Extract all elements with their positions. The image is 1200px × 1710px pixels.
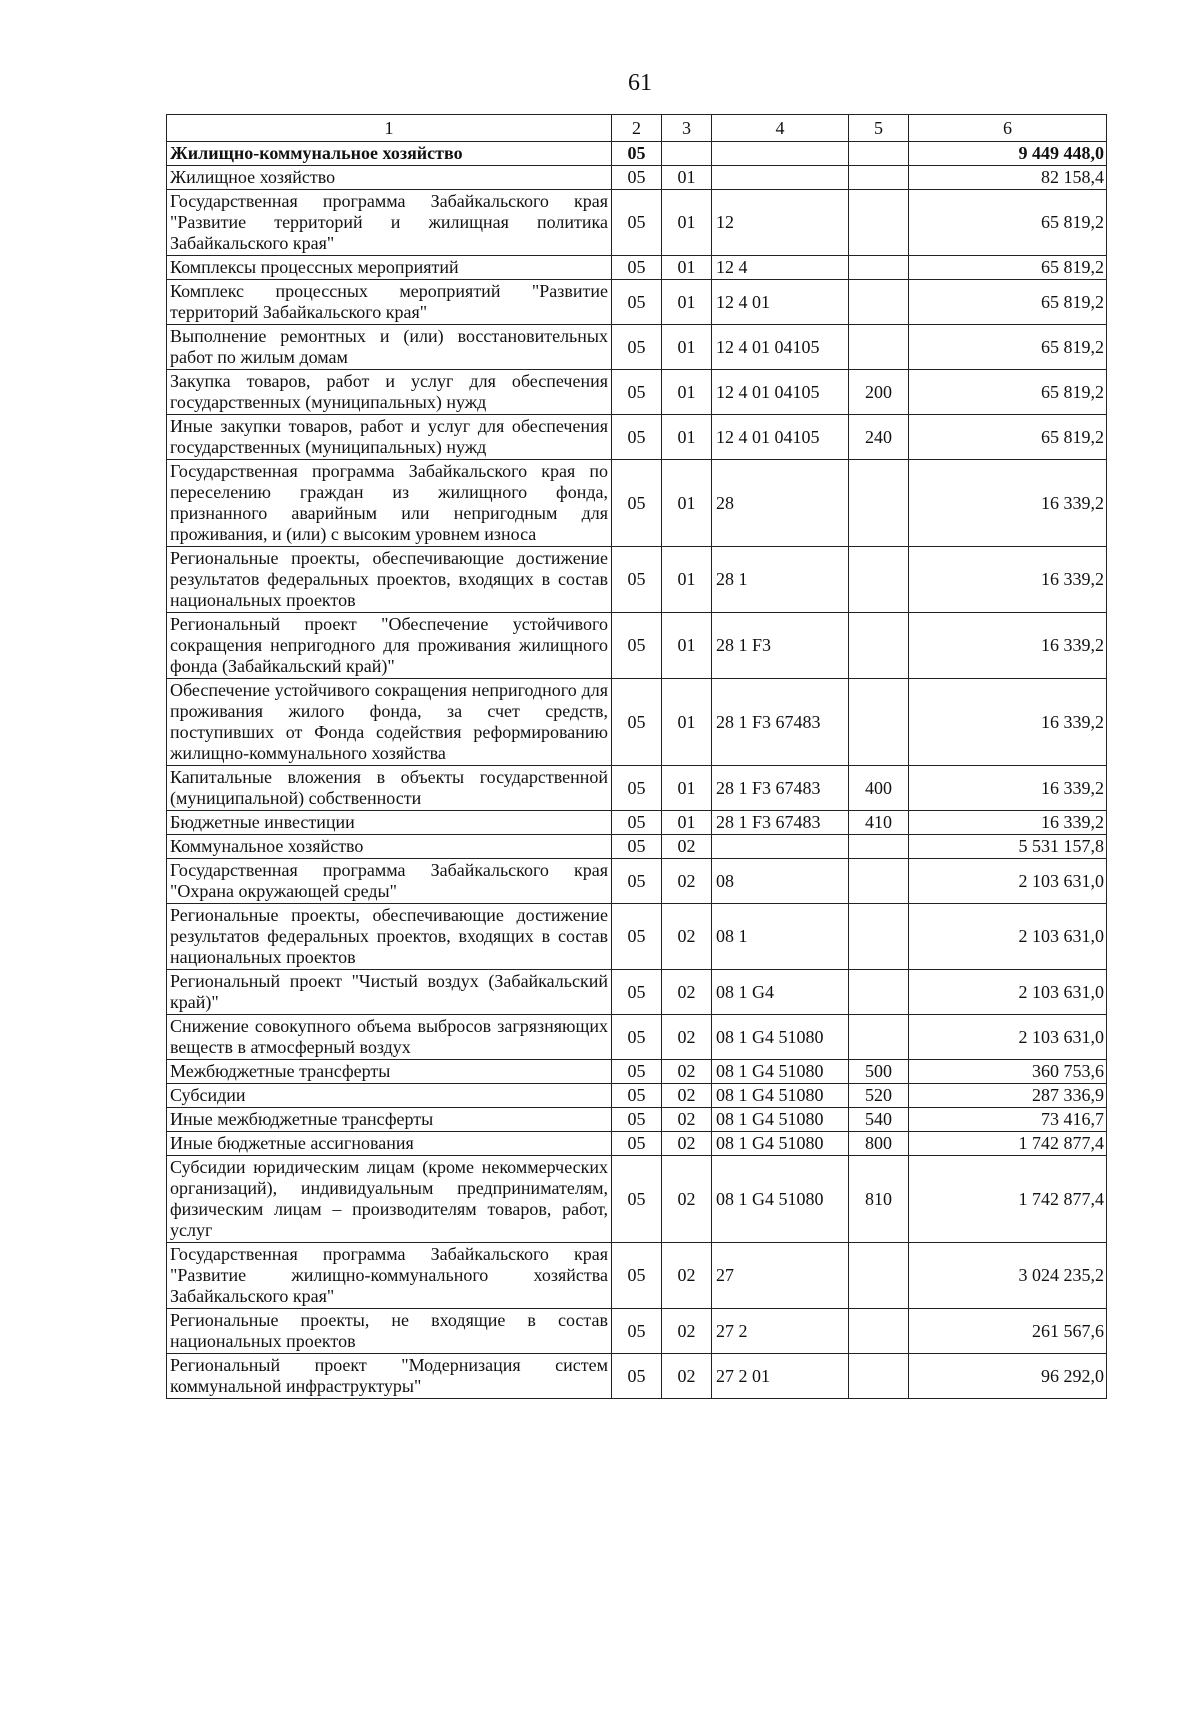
row-subsection-cell: 02 xyxy=(662,1108,712,1132)
row-section-cell: 05 xyxy=(612,904,662,970)
row-target-article-cell: 28 1 F3 67483 xyxy=(712,766,849,811)
column-header-2: 2 xyxy=(612,115,662,142)
row-name-cell: Региональный проект "Обеспечение устойчивого сокращения непригодного для проживания жилищного фонда (Забайкальский край)" xyxy=(167,613,612,679)
row-expense-type-cell xyxy=(849,280,909,325)
row-amount-cell: 2 103 631,0 xyxy=(909,859,1107,904)
row-target-article-cell: 28 1 F3 67483 xyxy=(712,679,849,766)
table-row xyxy=(167,1084,1107,1108)
row-subsection-cell: 02 xyxy=(662,1243,712,1309)
table-row xyxy=(167,166,1107,190)
row-expense-type-cell: 400 xyxy=(849,766,909,811)
row-section-cell: 05 xyxy=(612,811,662,835)
row-name-cell: Государственная программа Забайкальского края "Развитие территорий и жилищная политика Забайкальского края" xyxy=(167,190,612,256)
table-row xyxy=(167,1354,1107,1399)
row-target-article-cell: 27 2 01 xyxy=(712,1354,849,1399)
row-target-article-cell: 12 4 01 xyxy=(712,280,849,325)
row-amount-cell: 73 416,7 xyxy=(909,1108,1107,1132)
row-section-cell: 05 xyxy=(612,415,662,460)
row-amount-cell: 16 339,2 xyxy=(909,766,1107,811)
table-row xyxy=(167,256,1107,280)
row-target-article-cell xyxy=(712,142,849,166)
row-amount-cell: 5 531 157,8 xyxy=(909,835,1107,859)
row-name-cell: Региональный проект "Чистый воздух (Забайкальский край)" xyxy=(167,970,612,1015)
row-name-cell: Государственная программа Забайкальского края по переселению граждан из жилищного фонда, признанного аварийным или непригодным для проживания, и (или) с высоким уровнем износа xyxy=(167,460,612,547)
row-expense-type-cell xyxy=(849,460,909,547)
row-expense-type-cell xyxy=(849,547,909,613)
row-target-article-cell: 08 1 G4 51080 xyxy=(712,1108,849,1132)
column-header-6: 6 xyxy=(909,115,1107,142)
row-expense-type-cell xyxy=(849,904,909,970)
row-name-cell: Коммунальное хозяйство xyxy=(167,835,612,859)
table-row xyxy=(167,1015,1107,1060)
row-name-cell: Иные межбюджетные трансферты xyxy=(167,1108,612,1132)
row-target-article-cell: 12 4 01 04105 xyxy=(712,325,849,370)
column-header-5: 5 xyxy=(849,115,909,142)
row-section-cell: 05 xyxy=(612,1243,662,1309)
row-amount-cell: 1 742 877,4 xyxy=(909,1132,1107,1156)
row-target-article-cell: 12 xyxy=(712,190,849,256)
row-subsection-cell: 02 xyxy=(662,1060,712,1084)
table-row xyxy=(167,679,1107,766)
row-expense-type-cell xyxy=(849,256,909,280)
row-subsection-cell: 02 xyxy=(662,1132,712,1156)
row-section-cell: 05 xyxy=(612,1156,662,1243)
row-target-article-cell: 08 1 G4 51080 xyxy=(712,1084,849,1108)
row-expense-type-cell xyxy=(849,1309,909,1354)
row-name-cell: Снижение совокупного объема выбросов загрязняющих веществ в атмосферный воздух xyxy=(167,1015,612,1060)
row-name-cell: Закупка товаров, работ и услуг для обеспечения государственных (муниципальных) нужд xyxy=(167,370,612,415)
table-row xyxy=(167,190,1107,256)
row-amount-cell: 65 819,2 xyxy=(909,370,1107,415)
row-expense-type-cell: 200 xyxy=(849,370,909,415)
row-subsection-cell: 02 xyxy=(662,1084,712,1108)
row-expense-type-cell xyxy=(849,970,909,1015)
row-expense-type-cell xyxy=(849,679,909,766)
row-name-cell: Иные бюджетные ассигнования xyxy=(167,1132,612,1156)
row-name-cell: Комплекс процессных мероприятий "Развитие территорий Забайкальского края" xyxy=(167,280,612,325)
row-expense-type-cell xyxy=(849,1015,909,1060)
row-target-article-cell: 28 1 xyxy=(712,547,849,613)
row-amount-cell: 2 103 631,0 xyxy=(909,970,1107,1015)
row-target-article-cell: 28 1 F3 xyxy=(712,613,849,679)
row-subsection-cell: 02 xyxy=(662,835,712,859)
row-subsection-cell: 01 xyxy=(662,679,712,766)
table-row xyxy=(167,613,1107,679)
row-expense-type-cell xyxy=(849,325,909,370)
row-section-cell: 05 xyxy=(612,547,662,613)
row-expense-type-cell xyxy=(849,190,909,256)
row-amount-cell: 65 819,2 xyxy=(909,190,1107,256)
row-subsection-cell: 02 xyxy=(662,970,712,1015)
row-name-cell: Государственная программа Забайкальского края "Охрана окружающей среды" xyxy=(167,859,612,904)
row-name-cell: Обеспечение устойчивого сокращения непригодного для проживания жилого фонда, за счет средств, поступивших от Фонда содействия реформированию жилищно-коммунального хозяйства xyxy=(167,679,612,766)
table-header-row xyxy=(167,115,1107,142)
row-target-article-cell: 12 4 01 04105 xyxy=(712,415,849,460)
row-subsection-cell: 02 xyxy=(662,1354,712,1399)
table-body xyxy=(167,115,1107,1399)
row-amount-cell: 65 819,2 xyxy=(909,256,1107,280)
row-subsection-cell: 01 xyxy=(662,811,712,835)
row-name-cell: Региональный проект "Модернизация систем коммунальной инфраструктуры" xyxy=(167,1354,612,1399)
row-target-article-cell: 08 1 G4 51080 xyxy=(712,1156,849,1243)
row-section-cell: 05 xyxy=(612,1108,662,1132)
row-target-article-cell xyxy=(712,835,849,859)
row-section-cell: 05 xyxy=(612,1354,662,1399)
row-target-article-cell: 08 1 G4 xyxy=(712,970,849,1015)
row-subsection-cell: 01 xyxy=(662,190,712,256)
row-amount-cell: 16 339,2 xyxy=(909,547,1107,613)
row-expense-type-cell: 540 xyxy=(849,1108,909,1132)
row-target-article-cell: 27 xyxy=(712,1243,849,1309)
row-name-cell: Региональные проекты, не входящие в состав национальных проектов xyxy=(167,1309,612,1354)
row-expense-type-cell: 810 xyxy=(849,1156,909,1243)
row-section-cell: 05 xyxy=(612,370,662,415)
row-section-cell: 05 xyxy=(612,613,662,679)
row-section-cell: 05 xyxy=(612,1309,662,1354)
row-subsection-cell: 02 xyxy=(662,904,712,970)
row-section-cell: 05 xyxy=(612,970,662,1015)
row-target-article-cell: 12 4 xyxy=(712,256,849,280)
row-subsection-cell: 01 xyxy=(662,325,712,370)
row-section-cell: 05 xyxy=(612,325,662,370)
row-section-cell: 05 xyxy=(612,859,662,904)
row-amount-cell: 360 753,6 xyxy=(909,1060,1107,1084)
row-name-cell: Комплексы процессных мероприятий xyxy=(167,256,612,280)
row-amount-cell: 82 158,4 xyxy=(909,166,1107,190)
table-row xyxy=(167,1132,1107,1156)
row-subsection-cell: 01 xyxy=(662,256,712,280)
row-amount-cell: 2 103 631,0 xyxy=(909,904,1107,970)
row-section-cell: 05 xyxy=(612,280,662,325)
row-name-cell: Жилищно-коммунальное хозяйство xyxy=(167,142,612,166)
column-header-3: 3 xyxy=(662,115,712,142)
row-target-article-cell: 08 1 G4 51080 xyxy=(712,1015,849,1060)
row-name-cell: Субсидии юридическим лицам (кроме некоммерческих организаций), индивидуальным предпринимателям, физическим лицам – производителям товаров, работ, услуг xyxy=(167,1156,612,1243)
row-amount-cell: 2 103 631,0 xyxy=(909,1015,1107,1060)
row-amount-cell: 96 292,0 xyxy=(909,1354,1107,1399)
row-expense-type-cell xyxy=(849,166,909,190)
column-header-4: 4 xyxy=(712,115,849,142)
row-subsection-cell: 01 xyxy=(662,613,712,679)
row-name-cell: Выполнение ремонтных и (или) восстановительных работ по жилым домам xyxy=(167,325,612,370)
row-amount-cell: 16 339,2 xyxy=(909,679,1107,766)
table-row xyxy=(167,766,1107,811)
row-subsection-cell: 01 xyxy=(662,166,712,190)
row-name-cell: Капитальные вложения в объекты государственной (муниципальной) собственности xyxy=(167,766,612,811)
row-section-cell: 05 xyxy=(612,1132,662,1156)
row-target-article-cell: 08 xyxy=(712,859,849,904)
table-row xyxy=(167,142,1107,166)
row-subsection-cell: 01 xyxy=(662,280,712,325)
row-target-article-cell: 12 4 01 04105 xyxy=(712,370,849,415)
row-amount-cell: 16 339,2 xyxy=(909,460,1107,547)
row-expense-type-cell xyxy=(849,613,909,679)
row-amount-cell: 65 819,2 xyxy=(909,415,1107,460)
row-section-cell: 05 xyxy=(612,166,662,190)
table-row xyxy=(167,859,1107,904)
row-expense-type-cell xyxy=(849,835,909,859)
row-section-cell: 05 xyxy=(612,1084,662,1108)
row-name-cell: Иные закупки товаров, работ и услуг для обеспечения государственных (муниципальных) нужд xyxy=(167,415,612,460)
row-expense-type-cell: 800 xyxy=(849,1132,909,1156)
row-subsection-cell: 02 xyxy=(662,1309,712,1354)
row-amount-cell: 287 336,9 xyxy=(909,1084,1107,1108)
table-row xyxy=(167,280,1107,325)
row-name-cell: Субсидии xyxy=(167,1084,612,1108)
row-target-article-cell: 28 1 F3 67483 xyxy=(712,811,849,835)
row-subsection-cell: 01 xyxy=(662,766,712,811)
row-amount-cell: 1 742 877,4 xyxy=(909,1156,1107,1243)
row-expense-type-cell xyxy=(849,1243,909,1309)
row-name-cell: Жилищное хозяйство xyxy=(167,166,612,190)
table-row xyxy=(167,904,1107,970)
table-row xyxy=(167,970,1107,1015)
table-row xyxy=(167,325,1107,370)
row-target-article-cell: 27 2 xyxy=(712,1309,849,1354)
row-expense-type-cell: 520 xyxy=(849,1084,909,1108)
row-name-cell: Государственная программа Забайкальского края "Развитие жилищно-коммунального хозяйства Забайкальского края" xyxy=(167,1243,612,1309)
row-subsection-cell: 01 xyxy=(662,547,712,613)
row-subsection-cell xyxy=(662,142,712,166)
row-expense-type-cell xyxy=(849,1354,909,1399)
row-name-cell: Бюджетные инвестиции xyxy=(167,811,612,835)
row-target-article-cell: 08 1 G4 51080 xyxy=(712,1132,849,1156)
table-row xyxy=(167,415,1107,460)
row-amount-cell: 261 567,6 xyxy=(909,1309,1107,1354)
row-target-article-cell: 08 1 G4 51080 xyxy=(712,1060,849,1084)
table-row xyxy=(167,547,1107,613)
row-section-cell: 05 xyxy=(612,256,662,280)
table-row xyxy=(167,1309,1107,1354)
row-amount-cell: 65 819,2 xyxy=(909,280,1107,325)
row-expense-type-cell xyxy=(849,142,909,166)
table-row xyxy=(167,835,1107,859)
row-subsection-cell: 02 xyxy=(662,1156,712,1243)
row-amount-cell: 9 449 448,0 xyxy=(909,142,1107,166)
table-row xyxy=(167,1108,1107,1132)
row-amount-cell: 65 819,2 xyxy=(909,325,1107,370)
table-row xyxy=(167,1060,1107,1084)
table-row xyxy=(167,460,1107,547)
table-row xyxy=(167,1243,1107,1309)
row-amount-cell: 16 339,2 xyxy=(909,613,1107,679)
column-header-1: 1 xyxy=(167,115,612,142)
budget-table xyxy=(166,114,1107,1399)
row-section-cell: 05 xyxy=(612,1015,662,1060)
row-expense-type-cell: 410 xyxy=(849,811,909,835)
row-subsection-cell: 01 xyxy=(662,370,712,415)
row-subsection-cell: 01 xyxy=(662,460,712,547)
row-expense-type-cell: 500 xyxy=(849,1060,909,1084)
row-name-cell: Региональные проекты, обеспечивающие достижение результатов федеральных проектов, входящих в состав национальных проектов xyxy=(167,547,612,613)
table-row xyxy=(167,370,1107,415)
row-section-cell: 05 xyxy=(612,679,662,766)
row-section-cell: 05 xyxy=(612,142,662,166)
row-name-cell: Межбюджетные трансферты xyxy=(167,1060,612,1084)
page-number: 61 xyxy=(628,70,652,96)
row-amount-cell: 16 339,2 xyxy=(909,811,1107,835)
row-target-article-cell xyxy=(712,166,849,190)
row-section-cell: 05 xyxy=(612,1060,662,1084)
row-amount-cell: 3 024 235,2 xyxy=(909,1243,1107,1309)
row-expense-type-cell xyxy=(849,859,909,904)
row-name-cell: Региональные проекты, обеспечивающие достижение результатов федеральных проектов, входящих в состав национальных проектов xyxy=(167,904,612,970)
row-section-cell: 05 xyxy=(612,766,662,811)
table-row xyxy=(167,1156,1107,1243)
row-section-cell: 05 xyxy=(612,460,662,547)
row-target-article-cell: 28 xyxy=(712,460,849,547)
row-target-article-cell: 08 1 xyxy=(712,904,849,970)
row-section-cell: 05 xyxy=(612,835,662,859)
row-subsection-cell: 02 xyxy=(662,1015,712,1060)
row-subsection-cell: 01 xyxy=(662,415,712,460)
table-row xyxy=(167,811,1107,835)
row-section-cell: 05 xyxy=(612,190,662,256)
row-subsection-cell: 02 xyxy=(662,859,712,904)
row-expense-type-cell: 240 xyxy=(849,415,909,460)
